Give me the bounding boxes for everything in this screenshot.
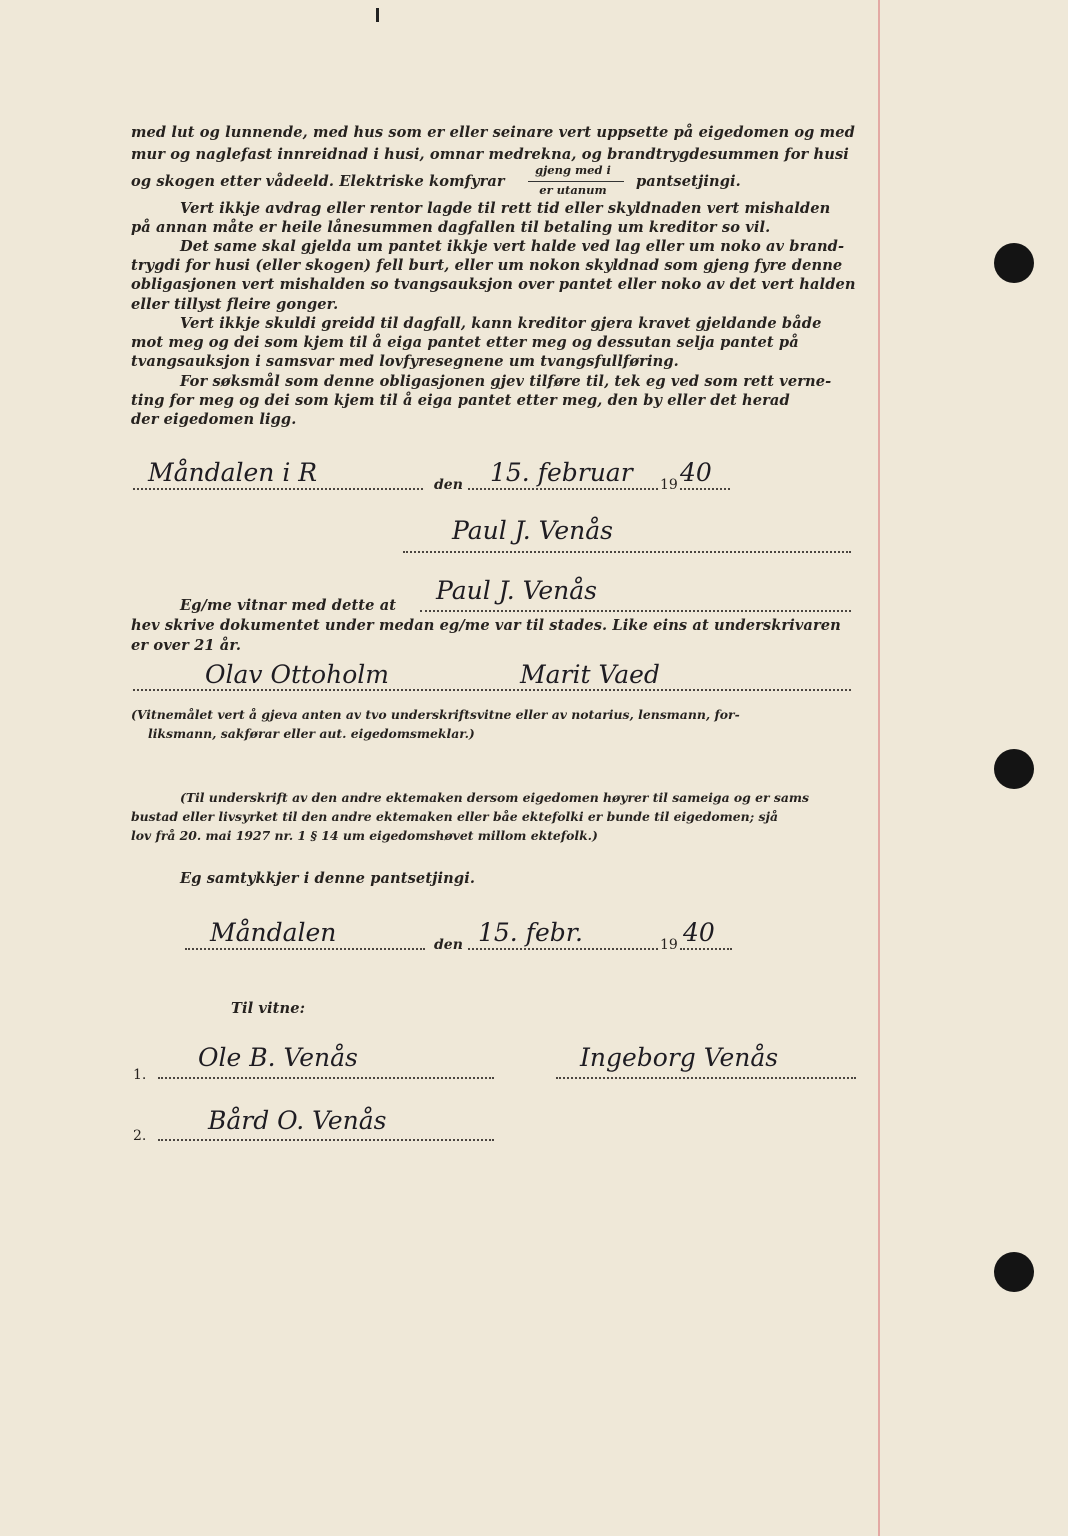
body-text-line: trygdi for husi (eller skogen) fell burt, eller um nokon skyldnad som gjeng fyre denne <box>131 257 843 274</box>
note-text: liksmann, sakførar eller aut. eigedomsmeklar.) <box>148 726 475 741</box>
handwritten-signer: Paul J. Venås <box>436 576 598 605</box>
fraction-top: gjeng med i <box>535 163 611 177</box>
handwritten-witness: Marit Vaed <box>520 660 660 689</box>
den-label: den <box>434 477 463 493</box>
handwritten-place: Måndalen <box>210 918 337 947</box>
body-text-line: ting for meg og dei som kjem til å eiga pantet etter meg, den by eller det herad <box>131 392 790 409</box>
punch-hole <box>994 749 1034 789</box>
witness-intro: Eg/me vitnar med dette at <box>180 597 397 614</box>
dotted-line <box>420 610 851 612</box>
body-text-line: Vert ikkje avdrag eller rentor lagde til rett tid eller skyldnaden vert mishalden <box>180 200 831 217</box>
dotted-line <box>556 1077 856 1079</box>
handwritten-year: 40 <box>680 458 712 487</box>
body-text-line: Vert ikkje skuldi greidd til dagfall, kann kreditor gjera kravet gjeldande både <box>180 315 822 332</box>
dotted-line <box>133 689 851 691</box>
body-text-line: på annan måte er heile lånesummen dagfallen til betaling um kreditor so vil. <box>131 219 771 236</box>
handwritten-witness: Olav Ottoholm <box>205 660 389 689</box>
body-text-line: pantsetjingi. <box>636 173 741 190</box>
punch-hole <box>994 243 1034 283</box>
body-text-line: mot meg og dei som kjem til å eiga pantet etter meg og dessutan selja pantet på <box>131 334 799 351</box>
consent-text: Eg samtykkjer i denne pantsetjingi. <box>180 870 476 887</box>
fraction-line <box>528 181 624 182</box>
body-text-line: Det same skal gjelda um pantet ikkje vert halde ved lag eller um noko av brand- <box>180 238 845 255</box>
year-prefix: 19 <box>660 477 678 493</box>
til-vitne-label: Til vitne: <box>231 1000 306 1017</box>
dotted-line <box>468 488 658 490</box>
body-text-line: hev skrive dokumentet under medan eg/me var til stades. Like eins at underskrivaren <box>131 617 841 634</box>
note-text: lov frå 20. mai 1927 nr. 1 § 14 um eigedomshøvet millom ektefolk.) <box>131 828 598 843</box>
witness-number: 1. <box>133 1067 147 1083</box>
punch-hole <box>994 1252 1034 1292</box>
signature-line <box>403 551 851 553</box>
dotted-line <box>158 1077 494 1079</box>
dotted-line <box>468 948 658 950</box>
dotted-line <box>680 488 730 490</box>
handwritten-place: Måndalen i R <box>148 458 318 487</box>
body-text-line: er over 21 år. <box>131 637 241 654</box>
note-text: (Vitnemålet vert å gjeva anten av tvo underskriftsvitne eller av notarius, lensmann, for- <box>131 707 740 722</box>
body-text-line: med lut og lunnende, med hus som er eller seinare vert uppsette på eigedomen og med <box>131 124 855 141</box>
handwritten-spouse-signature: Ingeborg Venås <box>580 1043 779 1072</box>
den-label: den <box>434 937 463 953</box>
year-prefix: 19 <box>660 937 678 953</box>
handwritten-signature: Paul J. Venås <box>452 516 614 545</box>
body-text-line: eller tillyst fleire gonger. <box>131 296 339 313</box>
dotted-line <box>158 1139 494 1141</box>
witness-number: 2. <box>133 1128 147 1144</box>
dotted-line <box>680 948 732 950</box>
handwritten-witness: Bård O. Venås <box>208 1106 387 1135</box>
dotted-line <box>133 488 423 490</box>
body-text-line: obligasjonen vert mishalden so tvangsauksjon over pantet eller noko av det vert halden <box>131 276 856 293</box>
handwritten-date: 15. febr. <box>478 918 583 947</box>
fraction-bottom: er utanum <box>539 183 607 197</box>
handwritten-year: 40 <box>683 918 715 947</box>
ink-mark <box>376 8 379 22</box>
note-text: bustad eller livsyrket til den andre ektemaken eller båe ektefolki er bunde til eigedomen; sjå <box>131 809 779 824</box>
body-text-line: tvangsauksjon i samsvar med lovfyresegnene um tvangsfullføring. <box>131 353 679 370</box>
body-text-line: og skogen etter vådeeld. Elektriske komfyrar <box>131 173 505 190</box>
handwritten-date: 15. februar <box>490 458 633 487</box>
handwritten-witness: Ole B. Venås <box>198 1043 358 1072</box>
margin-rule <box>878 0 880 1536</box>
body-text-line: der eigedomen ligg. <box>131 411 297 428</box>
note-text: (Til underskrift av den andre ektemaken dersom eigedomen høyrer til sameiga og er sams <box>180 790 809 805</box>
dotted-line <box>185 948 425 950</box>
body-text-line: mur og naglefast innreidnad i husi, omnar medrekna, og brandtrygdesummen for husi <box>131 146 849 163</box>
body-text-line: For søksmål som denne obligasjonen gjev tilføre til, tek eg ved som rett verne- <box>180 373 832 390</box>
